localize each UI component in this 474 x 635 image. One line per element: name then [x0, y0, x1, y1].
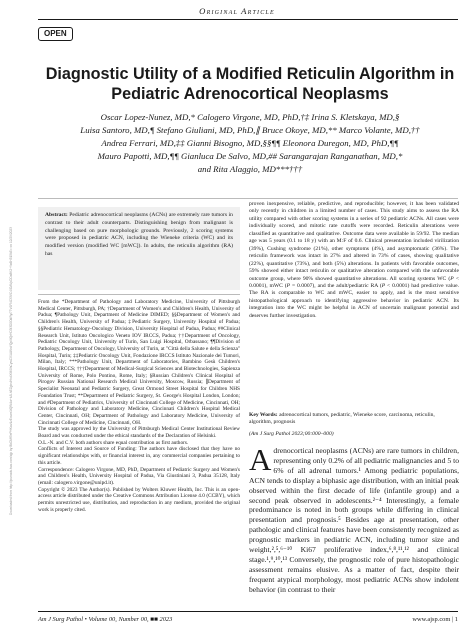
introduction-body: drenocortical neoplasms (ACNs) are rare tumors in children, representing only 0.2% of all pediatric malignancies and 5 to 6% of all adrenal tumors.¹ Among pediatric populations, ACN tends to display a biphasic age distribution, with an initial peak observed within the first decade of life (infantile group) and a second peak observed in adolescents.²⁻⁴ Interestingly, a female predominance is noted in both groups while differing in clinical presentation and prognosis.⁵ Besides age at presentation, other pathologic and clinical features have been consistently recognized as prognostic markers in pediatric ACN, including tumor size and weight,²,⁵,⁶⁻¹⁰ Ki67 proliferative index,⁶,⁸,¹¹,¹² and clinical stage.¹,⁹,¹⁰,¹³ Conversely, the prognostic role of pure histopathologic assessment remains elusive. As a matter of fact, despite their frequent atypical morphology, most pediatric ACNs show indolent behavior (in contrast to their — [249, 446, 459, 594]
p-symbol: P — [381, 282, 386, 289]
author-list — [40, 111, 460, 176]
drop-cap: A — [249, 442, 272, 477]
p-symbol: P — [286, 282, 291, 289]
author-line: Oscar Lopez-Nunez, MD,* Calogero Virgone, MD, PhD,†‡ Irina S. Kletskaya, MD,§ — [100, 112, 400, 122]
download-watermark-text: Downloaded from http://journals.lww.com/ajp by BhDMf5ePHKav1zEoum1tQfN4a+kJLhEZgbsIHo4XMi0hCywCX1AWnYQp/IlQrHD3i3D0OdRyi7TvSFl4Cf3VC4/OAVpDDa8K2+Ya6H515kE= on 12/29/2023 — [9, 227, 13, 515]
copyright: Copyright © 2023 The Author(s). Published by Wolters Kluwer Health, Inc. This is an open-access article distributed under the Creative Commons Attribution License 4.0 (CCBY), which permits unrestricted use, distribution, and reproduction in any medium, provided the original work is properly cited. — [38, 486, 240, 513]
conflicts-statement: Conflicts of Interest and Source of Funding: The authors have disclosed that they have no significant relationships with, or financial interest in, any commercial companies pertaining to this article. — [38, 446, 240, 466]
abstract-text-right-3: = 0.0007), and the adult/pediatric RA ( — [290, 282, 382, 289]
section-label: Original Article — [199, 6, 275, 16]
open-access-badge: OPEN — [38, 27, 73, 41]
header-rule — [38, 19, 458, 20]
abstract-label: Abstract: — [45, 212, 68, 218]
author-line: and Rita Alaggio, MD***††† — [197, 163, 303, 174]
download-watermark — [2, 95, 24, 515]
equal-contribution: O.L.-N. and C.V. both authors share equal contribution as first authors. — [38, 439, 189, 446]
introduction-text — [249, 442, 459, 595]
keywords-label: Key Words: — [249, 412, 278, 418]
study-note: The study was approved by the University of Pittsburgh Medical Center Institutional Review Board and was conducted under the ethical standards of the Declaration of Helsinki. — [38, 426, 240, 440]
correspondence: Correspondence: Calogero Virgone, MD, PhD, Department of Pediatric Surgery and Women's and Children's Health, University Hospital of Padua, Via Giustiniani 3, Padua 35128, Italy (email: calogero.virgone@unipd.it). — [38, 466, 240, 486]
p-symbol: P — [450, 275, 454, 282]
affiliation-divider — [38, 294, 240, 295]
footnotes — [38, 299, 240, 514]
abstract-text-left: Pediatric adrenocortical neoplasms (ACNs) are extremely rare tumors in contrast to their adult counterparts. Distinguishing benign from malignant is challenging based on pure morphologic grounds. Previously, 2 scoring systems were proposed in pediatric ACN, including the Wieneke criteria (WC) and its modified version (modified WC [mWC]). In adults, the reticulin algorithm (RA) has — [45, 212, 233, 257]
article-title: Diagnostic Utility of a Modified Reticulin Algorithm in Pediatric Adrenocortical Neoplasms — [45, 65, 455, 103]
footer-rule — [38, 611, 458, 612]
author-line: Mauro Papotti, MD,¶¶ Gianluca De Salvo, MD,## Sarangarajan Ranganathan, MD,* — [97, 150, 403, 161]
author-line: Luisa Santoro, MD,¶ Stefano Giuliani, MD, PhD,∥ Bruce Okoye, MD,** Marco Volante, MD,†† — [80, 124, 420, 135]
abstract-continued — [249, 201, 459, 320]
footer-url-page[interactable]: www.ajsp.com | 1 — [412, 616, 458, 623]
affiliations: From the *Department of Pathology and Laboratory Medicine, University of Pittsburgh Medical Center, Pittsburgh, PA; †Department of Women's and Children's Health, University of Padua; ¶Pathology Unit, Department of Medicine DIMED; §§Department of Women's and Children's Health, University of Padua; ‡Pediatric Surgery, University Hospital of Padua; §§Pediatric Hematology-Oncology Division, University Hospital of Padua, Padua; ##Clinical Research Unit, Istituto Oncologico Veneto IOV IRCCS, Padua; ††Department of Oncology, Pediatric Oncology Unit, University of Turin, San Luigi Hospital, Orbassano; ¶¶Division of Pathology, Department of Oncology, University of Turin, at "Città della Salute e della Scienza" Hospital, Turin; ‡‡Pediatric Oncology Unit, Fondazione IRCCS Istituto Nazionale dei Tumori, Milan, Italy; ***Pathology Unit, Department of Laboratories, Bambino Gesù Children's Hospital, IRCCS; †††Department of Medical-Surgical Sciences and Biotechnologies, Sapienza University of Rome, Polo Pontino, Rome, Italy; §Russian Children's Clinical Hospital of Pirogov Russian National Research Medical University, Moscow, Russia; ∥Department of Specialist Neonatal and Pediatric Surgery, Great Ormond Street Hospital for Children NHS Foundation Trust; **Department of Pediatric Surgery, St. George's Hospital London, London; and #Department of Pediatrics, University of Cincinnati College of Medicine, Cincinnati, OH; Division of Pathology and Laboratory Medicine, Cincinnati Children's Hospital Medical Center, Cincinnati, OH; Department of Pathology and Laboratory Medicine, University of Cincinnati College of Medicine, Cincinnati, OH. — [38, 299, 240, 426]
abstract-text-right-1: proven inexpensive, reliable, predictive, and reproducible; however, it has been validated only recently in children in a limited number of cases. This study aims to assess the RA utility compared with other scoring systems in a series of 92 pediatric ACNs. All cases were individually scored, and mitotic rate cutoffs were recorded. Reticulin alterations were classified as quantitative and qualitative. Outcome data were available in 59/92. The median age was 5 years (0.1 to 18 y) with an M:F of 0.6. Clinical presentation included virilization (39%), Cushing syndrome (21%), other symptoms (4%), and asymptomatic (36%). The reticulin framework was intact in 27% and altered in 73% of cases, showing qualitative (22%), quantitative (73%), and both (5%) alterations. In patients with favorable outcomes, 59% showed either intact reticulin or qualitative alteration compared with the unfavorable outcome group, where 90% showed quantitative alterations. All scoring systems WC ( — [249, 201, 459, 282]
keywords-text: adrenocortical tumors, pediatric, Wieneke score, carcinoma, reticulin, algorithm, prognosis — [249, 412, 435, 426]
abstract-text-right-2: < 0.0001), mWC ( — [249, 275, 459, 289]
abstract-text-right-4: < 0.0001) had predictive value. The RA is comparable to WC and mWC, easier to apply, and is the most sensitive histopathological approach to identifying aggressive behavior in pediatric ACN. Its integration into the WC might be helpful in ACN of uncertain malignant potential and deserves further investigation. — [249, 282, 459, 319]
keywords — [249, 412, 459, 427]
author-line: Andrea Ferrari, MD,‡‡ Gianni Bisogno, MD,§§¶¶ Eleonora Duregon, MD, PhD,¶¶ — [101, 137, 399, 148]
journal-citation: (Am J Surg Pathol 2023;00:000–000) — [249, 431, 334, 437]
title-divider — [38, 198, 458, 199]
footer-journal-info: Am J Surg Pathol • Volume 00, Number 00, ■■ 2023 — [38, 616, 173, 623]
abstract-box — [38, 207, 240, 290]
